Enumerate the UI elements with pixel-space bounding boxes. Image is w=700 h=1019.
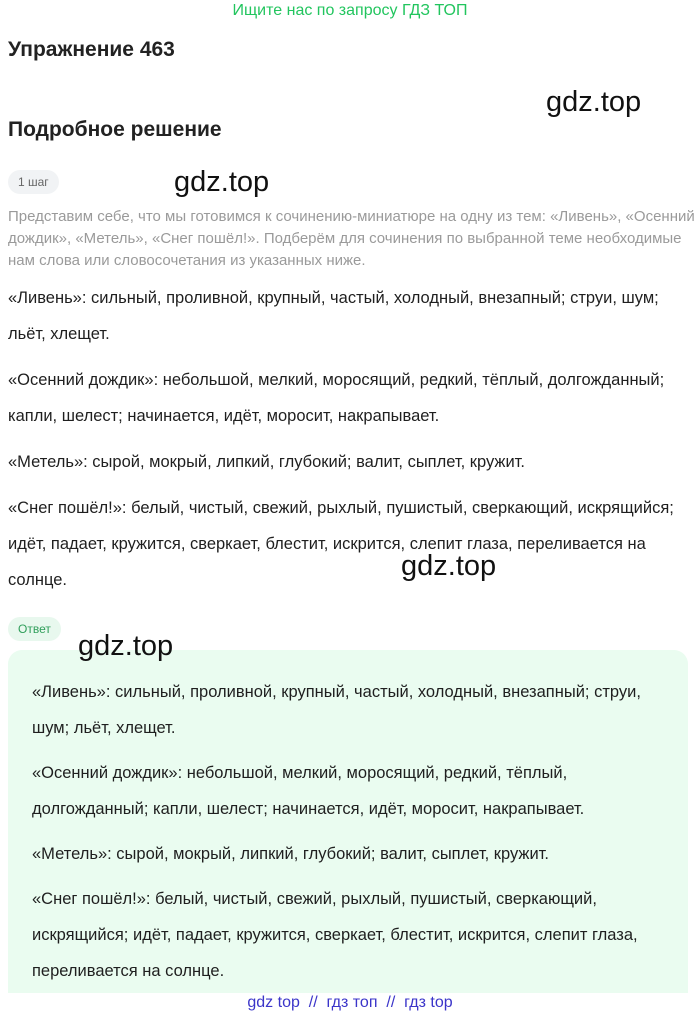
solution-paragraph-osenniy-dozhdik: «Осенний дождик»: небольшой, мелкий, моросящий, редкий, тёплый, долгожданный; капли, шелест; начинается, идёт, моросит, накрапывает.: [8, 371, 665, 425]
watermark: gdz.top: [401, 550, 497, 582]
search-banner: Ищите нас по запросу ГДЗ ТОП: [232, 2, 468, 19]
footer-links: gdz top // гдз топ // гдз top: [247, 994, 453, 1011]
step-badge: 1 шаг: [8, 170, 59, 194]
solution-paragraph-sneg-poshel: «Снег пошёл!»: белый, чистый, свежий, рыхлый, пушистый, сверкающий, искрящийся; идёт, падает, кружится, сверкает, блестит, искрится, слепит глаза, переливается на солнце.: [8, 499, 674, 589]
answer-paragraph-metel: «Метель»: сырой, мокрый, липкий, глубокий; валит, сыплет, кружит.: [32, 845, 549, 863]
watermark: gdz.top: [546, 86, 642, 118]
answer-list: [32, 674, 682, 998]
solution-paragraph-liven: «Ливень»: сильный, проливной, крупный, частый, холодный, внезапный; струи, шум; льёт, хлещет.: [8, 289, 659, 343]
solution-title: Подробное решение: [8, 118, 222, 141]
answer-paragraph-sneg-poshel: «Снег пошёл!»: белый, чистый, свежий, рыхлый, пушистый, сверкающий, искрящийся; идёт, падает, кружится, сверкает, блестит, искрится, слепит глаза, переливается на солнце.: [32, 890, 638, 980]
exercise-title: Упражнение 463: [8, 38, 175, 61]
watermark: gdz.top: [78, 630, 174, 662]
answer-badge: Ответ: [8, 617, 61, 641]
answer-paragraph-liven: «Ливень»: сильный, проливной, крупный, частый, холодный, внезапный; струи, шум; льёт, хлещет.: [32, 683, 641, 737]
solution-paragraph-metel: «Метель»: сырой, мокрый, липкий, глубокий; валит, сыплет, кружит.: [8, 453, 525, 471]
watermark: gdz.top: [174, 166, 270, 198]
step-intro-text: Представим себе, что мы готовимся к сочинению-миниатюре на одну из тем: «Ливень», «Осенний дождик», «Метель», «Снег пошёл!». Подберём для сочинения по выбранной теме необходимые нам слова или словосочетания из указанных ниже.: [8, 208, 695, 269]
answer-paragraph-osenniy-dozhdik: «Осенний дождик»: небольшой, мелкий, моросящий, редкий, тёплый, долгожданный; капли, шелест; начинается, идёт, моросит, накрапывает.: [32, 764, 585, 818]
solution-list: [8, 280, 696, 608]
